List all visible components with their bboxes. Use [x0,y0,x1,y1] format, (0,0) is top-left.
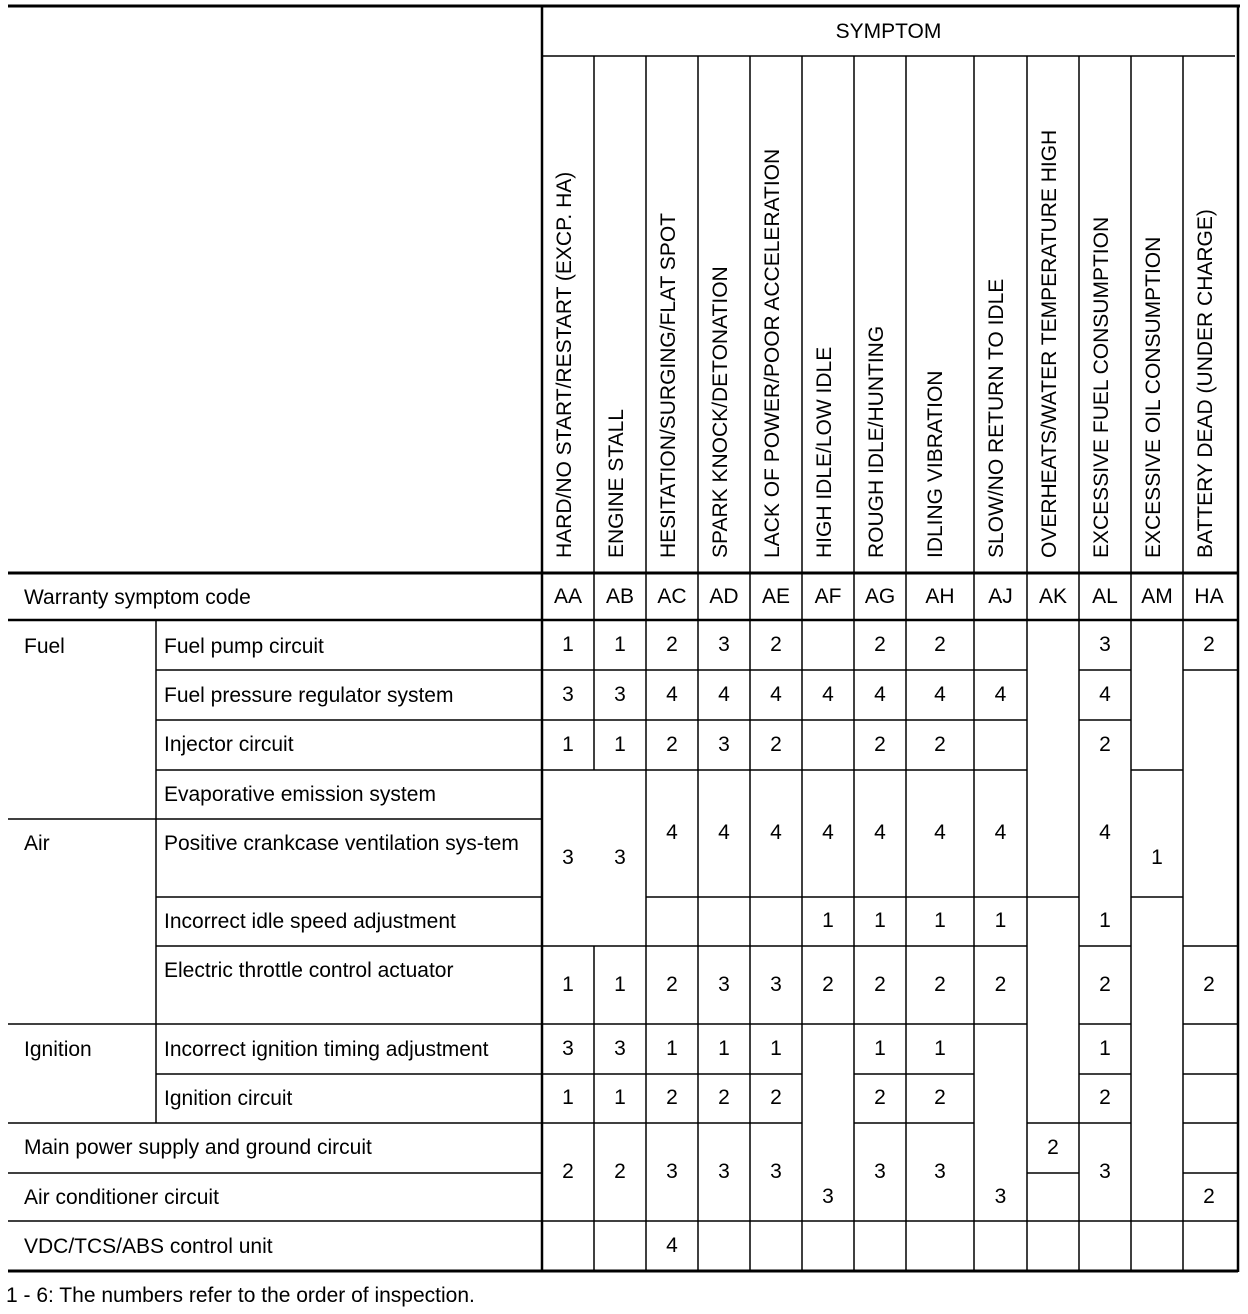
cell-value: 3 [770,973,782,996]
cell-value: 4 [770,683,782,706]
cell-value: 4 [666,683,678,706]
cell-value: 2 [770,1086,782,1109]
symptom-column-header [758,58,788,558]
cell-value: 3 [614,846,626,869]
cell-value: 3 [934,1160,946,1183]
cell-value: 2 [666,1086,678,1109]
cell-value: 2 [934,1086,946,1109]
cell-value: 4 [822,821,834,844]
symptom-column-header [921,58,951,558]
warranty-code: AD [709,585,739,608]
inspection-item: Ignition circuit [164,1087,293,1110]
cell-value: 2 [718,1086,730,1109]
warranty-code: AL [1092,585,1118,608]
cell-value: 3 [1099,633,1111,656]
symptom-column-header [1087,58,1117,558]
symptom-column-header [654,58,684,558]
inspection-item: Electric throttle control actuator [164,959,454,982]
warranty-code: AE [761,585,790,608]
cell-value: 3 [718,1160,730,1183]
symptom-column-label: IDLING VIBRATION [924,370,947,558]
inspection-item: Fuel pressure regulator system [164,684,454,707]
symptom-column-label: EXCESSIVE OIL CONSUMPTION [1142,236,1165,558]
symptom-column-label: EXCESSIVE FUEL CONSUMPTION [1090,216,1113,558]
cell-value: 4 [718,821,730,844]
cell-value: 4 [874,683,886,706]
cell-value: 1 [874,909,886,932]
symptom-column-label: SLOW/NO RETURN TO IDLE [985,278,1008,558]
cell-value: 3 [770,1160,782,1183]
symptom-column-label: HIGH IDLE/LOW IDLE [813,346,836,558]
group-label-ignition: Ignition [24,1038,92,1061]
symptom-column-header [1139,58,1169,558]
footnote: 1 - 6: The numbers refer to the order of inspection. [6,1284,475,1307]
cell-value: 1 [666,1037,678,1060]
cell-value: 3 [666,1160,678,1183]
symptom-column-header [706,58,736,558]
symptom-column-header [550,58,580,558]
cell-value: 3 [1099,1160,1111,1183]
symptom-column-header [810,58,840,558]
cell-value: 2 [1047,1136,1059,1159]
cell-value: 2 [770,733,782,756]
cell-value: 4 [874,821,886,844]
cell-value: 2 [1203,1185,1215,1208]
warranty-symptom-code-label: Warranty symptom code [24,586,251,609]
symptom-column-header [982,58,1012,558]
inspection-item: Positive crankcase ventilation sys-tem [164,832,519,855]
cell-value: 2 [1203,633,1215,656]
warranty-code: AA [553,585,582,608]
cell-value: 2 [562,1160,574,1183]
symptom-column-label: SPARK KNOCK/DETONATION [709,266,732,558]
cell-value: 2 [666,733,678,756]
group-label-air: Air [24,832,50,855]
cell-value: 1 [934,1037,946,1060]
cell-value: 2 [874,633,886,656]
cell-value: 1 [822,909,834,932]
cell-value: 3 [562,1037,574,1060]
symptom-column-header [1035,58,1065,558]
inspection-item: Incorrect ignition timing adjustment [164,1038,489,1061]
cell-value: 2 [1099,733,1111,756]
cell-value: 2 [822,973,834,996]
cell-value: 1 [614,1086,626,1109]
group-label-fuel: Fuel [24,635,65,658]
cell-value: 2 [874,733,886,756]
cell-value: 3 [562,683,574,706]
inspection-item: Air conditioner circuit [24,1186,219,1209]
cell-value: 4 [718,683,730,706]
cell-value: 1 [718,1037,730,1060]
symptom-column-label: LACK OF POWER/POOR ACCELERATION [761,148,784,558]
inspection-item: Injector circuit [164,733,294,756]
cell-value: 1 [874,1037,886,1060]
cell-value: 2 [874,973,886,996]
inspection-item: Fuel pump circuit [164,635,324,658]
cell-value: 2 [934,733,946,756]
cell-value: 4 [934,821,946,844]
symptom-column-label: ROUGH IDLE/HUNTING [865,325,888,558]
inspection-item: Evaporative emission system [164,783,436,806]
cell-value: 1 [1099,909,1111,932]
cell-value: 1 [1151,846,1163,869]
symptom-column-header [1191,58,1221,558]
inspection-item: VDC/TCS/ABS control unit [24,1235,273,1258]
cell-value: 3 [614,683,626,706]
warranty-code: AM [1141,585,1173,608]
symptom-column-label: BATTERY DEAD (UNDER CHARGE) [1194,209,1217,558]
cell-value: 4 [994,821,1007,844]
cell-value: 2 [934,633,946,656]
inspection-item: Main power supply and ground circuit [24,1136,372,1159]
cell-value: 1 [934,909,946,932]
cell-value: 4 [822,683,834,706]
warranty-code: AB [605,585,634,608]
symptom-column-label: HARD/NO START/RESTART (EXCP. HA) [553,171,576,558]
cell-value: 1 [562,973,574,996]
cell-value: 3 [874,1160,886,1183]
warranty-code: AC [657,585,687,608]
cell-value: 3 [718,733,730,756]
cell-value: 4 [934,683,946,706]
symptom-column-header [602,58,632,558]
cell-value: 1 [562,733,574,756]
cell-value: 1 [994,909,1007,932]
cell-value: 4 [770,821,782,844]
warranty-code: AK [1038,585,1067,608]
warranty-code: AJ [988,585,1013,608]
cell-value: 3 [562,846,574,869]
cell-value: 3 [718,973,730,996]
warranty-code: HA [1194,585,1224,608]
cell-value: 3 [614,1037,626,1060]
cell-value: 2 [934,973,946,996]
cell-value: 4 [1099,821,1111,844]
symptom-column-header [862,58,892,558]
symptom-column-label: ENGINE STALL [605,409,628,558]
cell-value: 1 [562,633,574,656]
cell-value: 4 [666,1234,678,1257]
cell-value: 4 [994,683,1007,706]
cell-value: 3 [994,1185,1007,1208]
cell-value: 2 [770,633,782,656]
cell-value: 1 [614,733,626,756]
cell-value: 4 [666,821,678,844]
cell-value: 1 [1099,1037,1111,1060]
warranty-code: AG [864,585,896,608]
symptom-header: SYMPTOM [835,20,942,43]
cell-value: 1 [562,1086,574,1109]
cell-value: 1 [614,973,626,996]
symptom-column-label: HESITATION/SURGING/FLAT SPOT [657,213,680,558]
cell-value: 4 [1099,683,1111,706]
warranty-code: AH [925,585,955,608]
cell-value: 1 [770,1037,782,1060]
cell-value: 2 [1099,1086,1111,1109]
cell-value: 2 [666,973,678,996]
cell-value: 1 [614,633,626,656]
cell-value: 3 [718,633,730,656]
cell-value: 2 [1203,973,1215,996]
cell-value: 2 [1099,973,1111,996]
cell-value: 2 [994,973,1007,996]
cell-value: 2 [874,1086,886,1109]
warranty-code: AF [814,585,842,608]
inspection-item: Incorrect idle speed adjustment [164,910,456,933]
cell-value: 3 [822,1185,834,1208]
cell-value: 2 [666,633,678,656]
symptom-column-label: OVERHEATS/WATER TEMPERATURE HIGH [1038,129,1061,558]
cell-value: 2 [614,1160,626,1183]
